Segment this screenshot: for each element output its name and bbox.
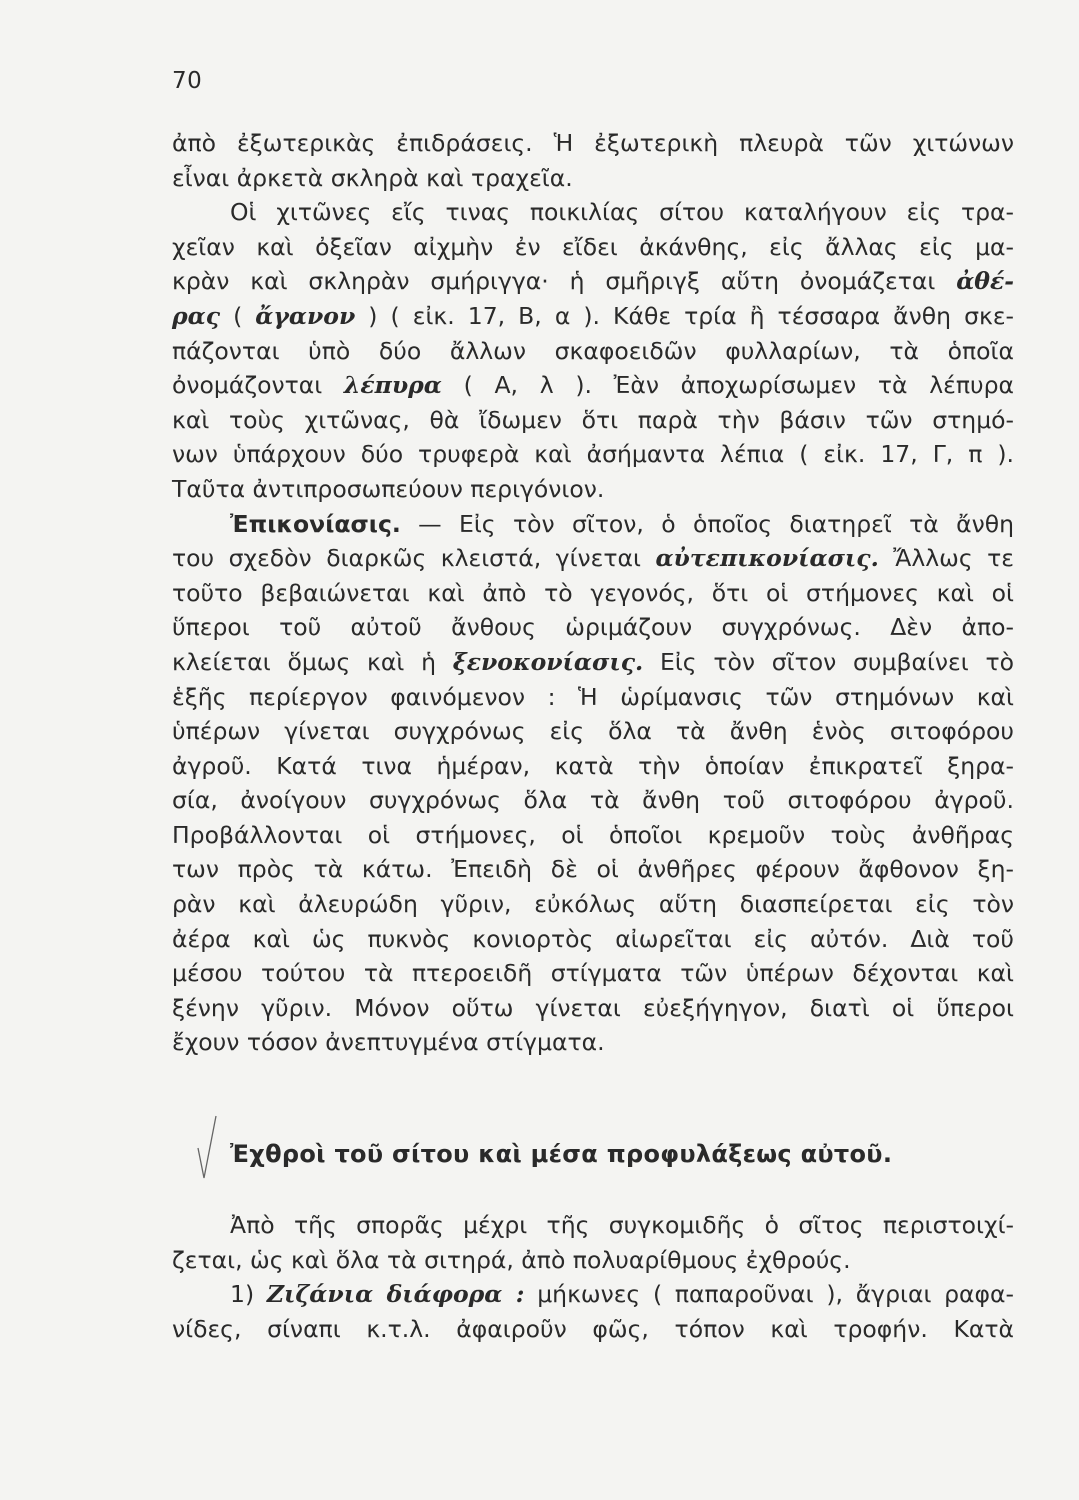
text-line: Προβάλλονται οἱ στήμονες, οἱ ὁποῖοι κρεμοῦν τοὺς ἀνθῆρας [172,820,1014,849]
term-athera: ἀθέ- [956,267,1014,296]
text-line: ἑξῆς περίεργον φαινόμενον : Ἡ ὡρίμανσις τῶν στημόνων καὶ [172,682,1014,711]
term-athera-end: ρας [172,301,221,330]
text-line: ὑπέρων γίνεται συγχρόνως εἰς ὅλα τὰ ἄνθη ἑνὸς σιτοφόρου [172,717,1014,746]
subheading-epikoniasis: Ἐπικονίασις. [230,509,401,538]
text-line: ζεται, ὡς καὶ ὅλα τὰ σιτηρά, ἀπὸ πολυαρίθμους ἐχθρούς. [172,1245,851,1274]
text-line: εἶναι ἀρκετὰ σκληρὰ καὶ τραχεῖα. [172,163,573,192]
text-run: μήκωνες ( παπαροῦναι ), ἄγριαι ραφα- [524,1280,1015,1309]
section-heading: Ἐχθροὶ τοῦ σίτου καὶ μέσα προφυλάξεως αὐτοῦ. [230,1140,893,1168]
text-line: ἀγροῦ. Κατά τινα ἡμέραν, κατὰ τὴν ὁποίαν ἐπικρατεῖ ξηρα- [172,751,1014,780]
text-run: κρὰν καὶ σκληρὰν σμήριγγα· ἡ σμῆριγξ αὕτη ὀνομάζεται [172,267,957,296]
text-line: των πρὸς τὰ κάτω. Ἐπειδὴ δὲ οἱ ἀνθῆρες φέρουν ἄφθονον ξη- [172,855,1014,884]
text-line: μέσου τούτου τὰ πτεροειδῆ στίγματα τῶν ὑπέρων δέχονται καὶ [172,959,1014,988]
text-run: Ἄλλως τε [878,544,1014,573]
text-line [172,264,1014,299]
term-lepyra: λέπυρα [343,371,442,400]
text-run: ὀνομάζονται [172,371,344,400]
text-run: ) ( εἰκ. 17, Β, α ). Κάθε τρία ἢ τέσσαρα ἄνθη σκε- [355,301,1015,330]
term-aganon: ἄγανον [255,301,356,330]
text-run: 1) [230,1280,267,1309]
text-line [172,1277,1014,1312]
text-line: Ταῦτα ἀντιπροσωπεύουν περιγόνιον. [172,474,605,503]
handwritten-check-mark [192,1112,222,1182]
text-run: Εἰς τὸν σῖτον συμβαίνει τὸ [643,647,1014,676]
text-line: ὕπεροι τοῦ αὐτοῦ ἄνθους ὡριμάζουν συγχρόνως. Δὲν ἀπο- [172,613,1014,642]
text-line: ἔχουν τόσον ἀνεπτυγμένα στίγματα. [172,1028,605,1057]
text-run: του σχεδὸν διαρκῶς κλειστά, γίνεται [172,544,656,573]
text-line [172,507,1014,542]
text-run: ( [220,301,256,330]
text-line: νίδες, σίναπι κ.τ.λ. ἀφαιροῦν φῶς, τόπον καὶ τροφήν. Κατὰ [172,1314,1014,1343]
text-line [172,368,1014,403]
text-line: πάζονται ὑπὸ δύο ἄλλων σκαφοειδῶν φυλλαρίων, τὰ ὁποῖα [172,336,1014,365]
text-line: ρὰν καὶ ἀλευρώδη γῦριν, εὐκόλως αὕτη διασπείρεται εἰς τὸν [172,890,1014,919]
text-line: τοῦτο βεβαιώνεται καὶ ἀπὸ τὸ γεγονός, ὅτι οἱ στήμονες καὶ οἱ [172,578,1014,607]
text-line [172,299,1014,334]
text-run: ( Α, λ ). Ἐὰν ἀποχωρίσωμεν τὰ λέπυρα [441,371,1014,400]
text-line: Οἱ χιτῶνες εἴς τινας ποικιλίας σίτου καταλήγουν εἰς τρα- [230,198,1014,227]
text-line [172,541,1014,576]
text-line: Ἀπὸ τῆς σπορᾶς μέχρι τῆς συγκομιδῆς ὁ σῖτος περιστοιχί- [230,1211,1014,1239]
text-line: σία, ἀνοίγουν συγχρόνως ὅλα τὰ ἄνθη τοῦ σιτοφόρου ἀγροῦ. [172,786,1014,815]
term-zizania: Ζιζάνια διάφορα : [266,1280,525,1309]
text-line: χεῖαν καὶ ὀξεῖαν αἰχμὴν ἐν εἴδει ἀκάνθης, εἰς ἄλλας εἰς μα- [172,232,1014,261]
text-run: — Εἰς τὸν σῖτον, ὁ ὁποῖος διατηρεῖ τὰ ἄνθη [400,509,1014,538]
text-line: νων ὑπάρχουν δύο τρυφερὰ καὶ ἀσήμαντα λέπια ( εἰκ. 17, Γ, π ). [172,440,1014,469]
term-xenokoniasis: ξενοκονίασις. [452,647,644,676]
text-line: ἀπὸ ἐξωτερικὰς ἐπιδράσεις. Ἡ ἐξωτερικὴ πλευρὰ τῶν χιτώνων [172,129,1014,157]
text-line: καὶ τοὺς χιτῶνας, θὰ ἴδωμεν ὅτι παρὰ τὴν βάσιν τῶν στημό- [172,405,1014,434]
body-text [172,126,1014,1060]
term-autepikoniasis: αὐτεπικονίασις. [655,544,879,573]
text-run: κλείεται ὅμως καὶ ἡ [172,647,453,676]
text-line: ξένην γῦριν. Μόνον οὕτω γίνεται εὐεξήγηγον, διατὶ οἱ ὕπεροι [172,993,1014,1022]
section-text [172,1208,1014,1346]
text-line [172,645,1014,680]
page-number: 70 [172,68,203,94]
text-line: ἀέρα καὶ ὡς πυκνὸς κονιορτὸς αἰωρεῖται εἰς αὐτόν. Διὰ τοῦ [172,924,1014,953]
